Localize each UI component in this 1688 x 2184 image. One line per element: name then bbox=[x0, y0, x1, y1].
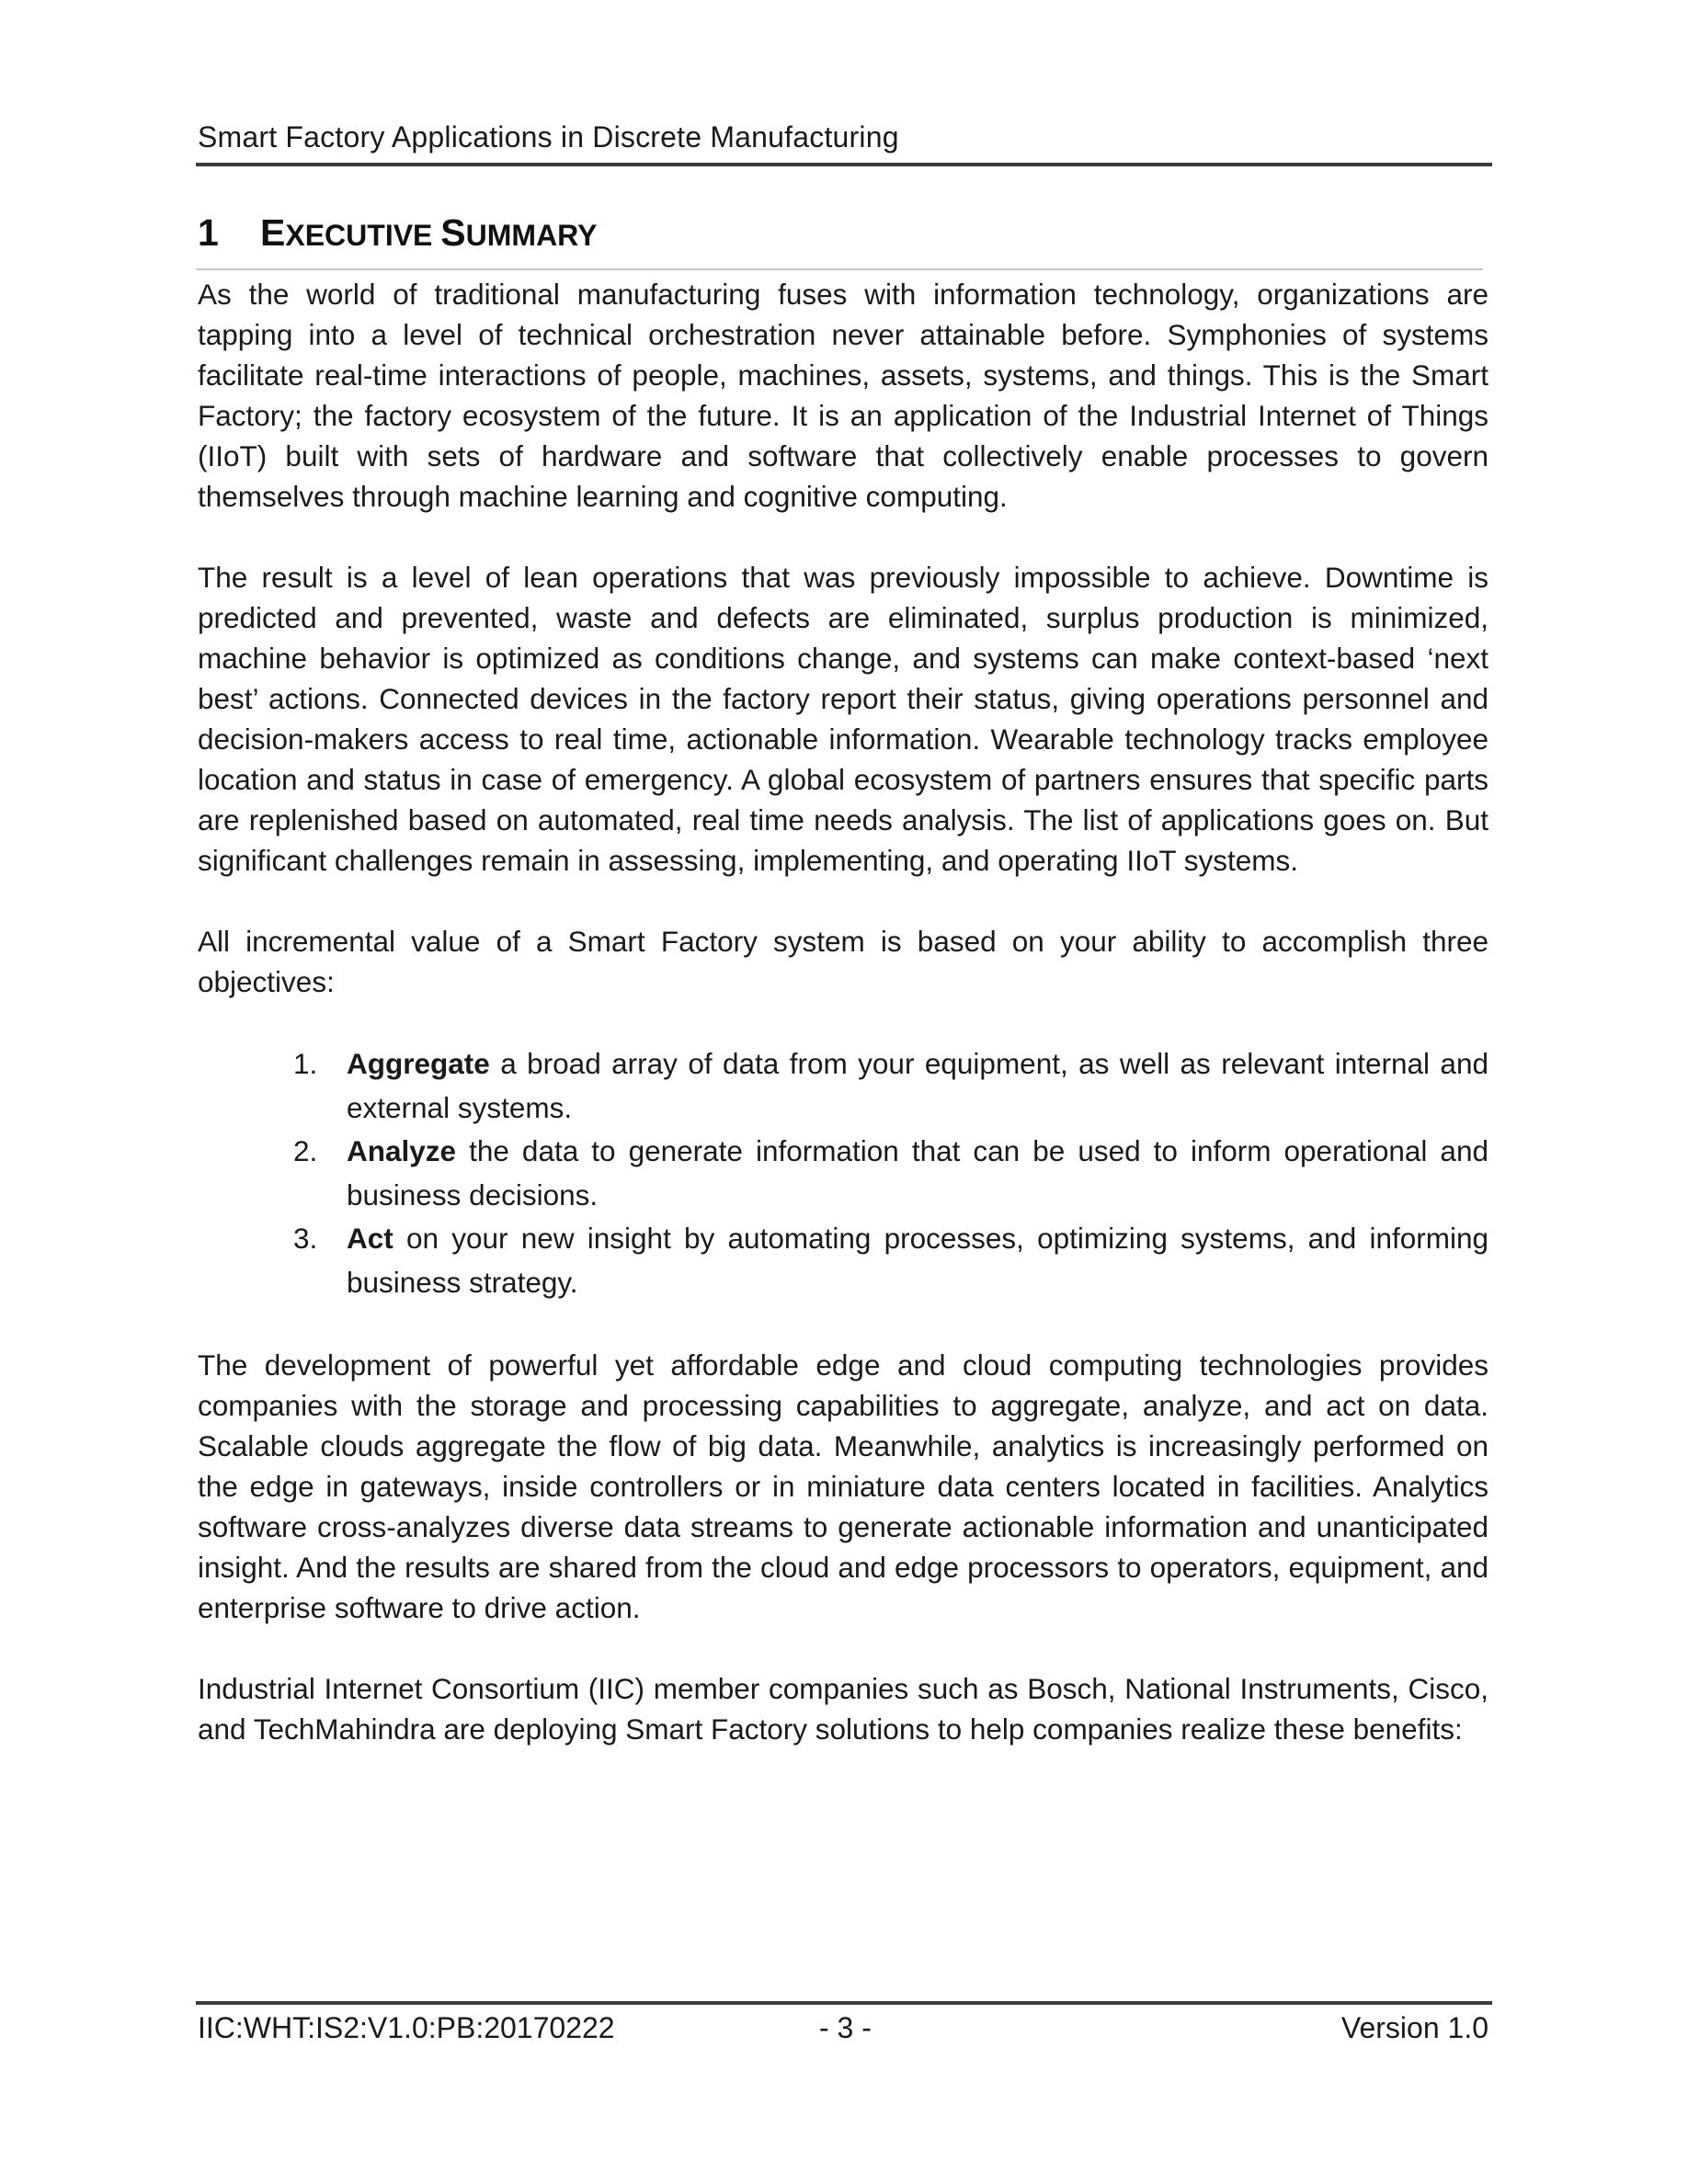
title-rest-2: UMMARY bbox=[465, 219, 598, 252]
section-heading bbox=[198, 211, 597, 255]
list-marker: 1. bbox=[293, 1047, 318, 1080]
list-term: Aggregate bbox=[347, 1047, 490, 1080]
list-item bbox=[198, 1042, 1488, 1130]
paragraph: Industrial Internet Consortium (IIC) member companies such as Bosch, National Instruments, Cisco, and TechMahindra are deploying Smart Factory solutions to help companies realize these benefits: bbox=[198, 1672, 1488, 1746]
section-number: 1 bbox=[198, 211, 219, 254]
list-text: on your new insight by automating processes, optimizing systems, and informing business strategy. bbox=[347, 1222, 1488, 1299]
document-page bbox=[196, 0, 1492, 2184]
list-text: a broad array of data from your equipment, as well as relevant internal and external systems. bbox=[347, 1047, 1488, 1124]
page-number: - 3 - bbox=[819, 2011, 872, 2044]
header-rule bbox=[196, 163, 1492, 166]
list-term: Act bbox=[347, 1222, 393, 1255]
title-initial-2: S bbox=[440, 211, 466, 254]
version-label: Version 1.0 bbox=[1340, 2011, 1488, 2044]
paragraph: The result is a level of lean operations that was previously impossible to achieve. Downtime is predicted and prevented, waste and defects are eliminated, surplus production is minimized, machine behavior is optimized as conditions change, and systems can make context-based ‘next best’ actions. Connected devices in the factory report their status, giving operations personnel and decision-makers access to real time, actionable information. Wearable technology tracks employee location and status in case of emergency. A global ecosystem of partners ensures that specific parts are replenished based on automated, real time needs analysis. The list of applications goes on. But significant challenges remain in assessing, implementing, and operating IIoT systems. bbox=[198, 561, 1488, 877]
footer-rule bbox=[196, 2001, 1492, 2005]
body-text bbox=[198, 274, 1488, 1790]
list-text: the data to generate information that can be used to inform operational and business decisions. bbox=[347, 1134, 1488, 1211]
list-marker: 3. bbox=[293, 1222, 318, 1255]
section-title bbox=[260, 211, 597, 254]
paragraph: As the world of traditional manufacturing fuses with information technology, organizations are tapping into a level of technical orchestration never attainable before. Symphonies of systems facilitate real-time interactions of people, machines, assets, systems, and things. This is the Smart Factory; the factory ecosystem of the future. It is an application of the Industrial Internet of Things (IIoT) built with sets of hardware and software that collectively enable processes to govern themselves through machine learning and cognitive computing. bbox=[198, 278, 1488, 513]
list-marker: 2. bbox=[293, 1134, 318, 1167]
paragraph: All incremental value of a Smart Factory system is based on your ability to accomplish three objectives: bbox=[198, 925, 1488, 998]
list-item bbox=[198, 1130, 1488, 1217]
paragraph: The development of powerful yet affordable edge and cloud computing technologies provides companies with the storage and processing capabilities to aggregate, analyze, and act on data. Scalable clouds aggregate the flow of big data. Meanwhile, analytics is increasingly performed on the edge in gateways, inside controllers or in miniature data centers located in facilities. Analytics software cross-analyzes diverse data streams to generate actionable information and unanticipated insight. And the results are shared from the cloud and edge processors to operators, equipment, and enterprise software to drive action. bbox=[198, 1348, 1488, 1624]
document-id: IIC:WHT:IS2:V1.0:PB:20170222 bbox=[198, 2011, 615, 2044]
list-term: Analyze bbox=[347, 1134, 457, 1167]
heading-rule bbox=[196, 268, 1483, 270]
objectives-list bbox=[198, 1042, 1488, 1304]
title-initial-1: E bbox=[260, 211, 286, 254]
title-rest-1: XECUTIVE bbox=[285, 219, 441, 252]
running-header: Smart Factory Applications in Discrete Manufacturing bbox=[198, 120, 899, 154]
list-item bbox=[198, 1217, 1488, 1304]
